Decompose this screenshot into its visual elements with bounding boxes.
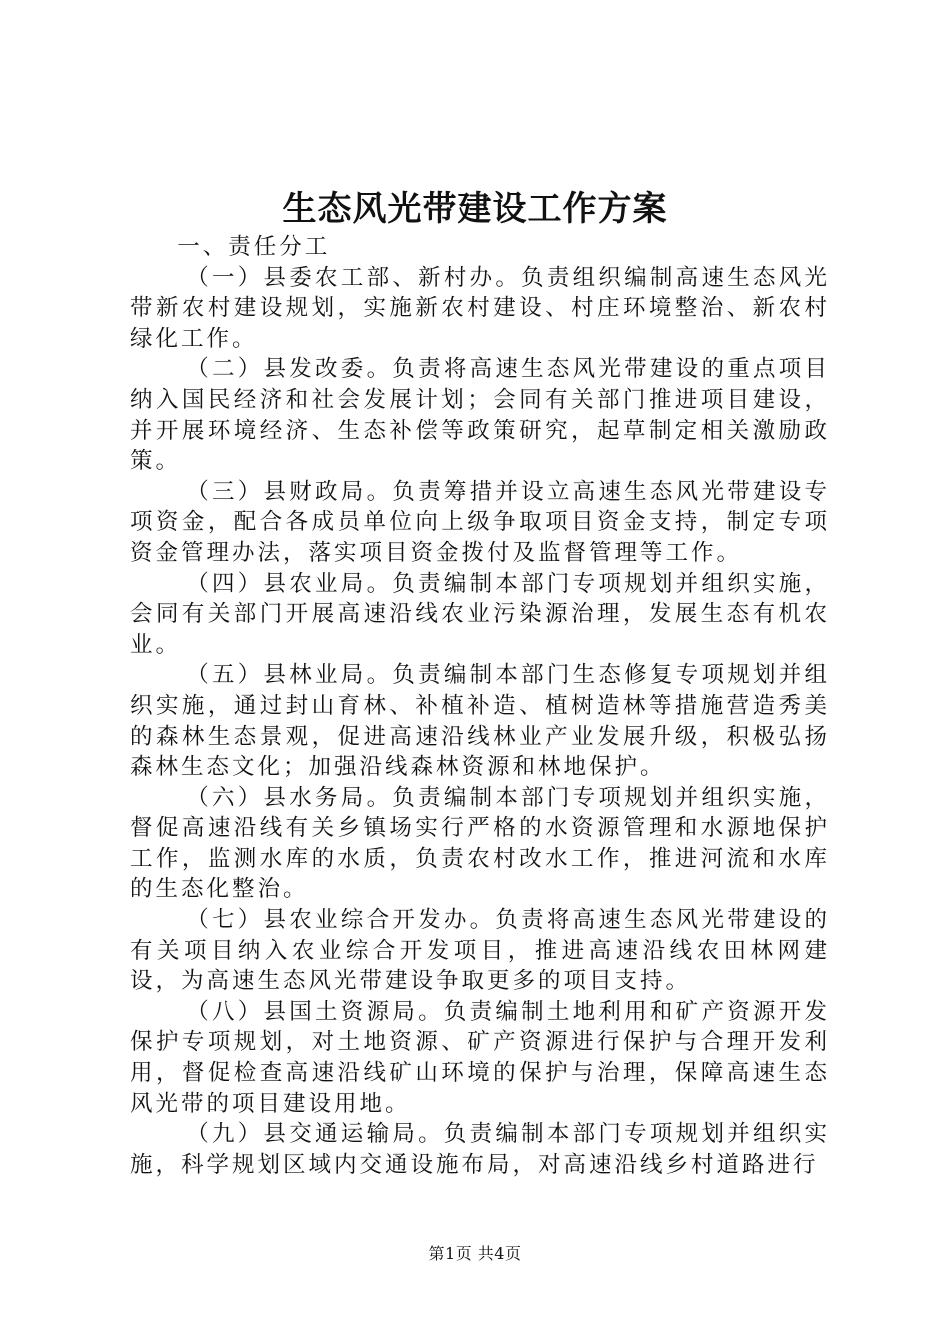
paragraph-8: （八）县国土资源局。负责编制土地利用和矿产资源开发保护专项规划，对土地资源、矿产资源进行保护与合理开发利用，督促检查高速沿线矿山环境的保护与治理，保障高速生态风光带的项目建设用地。 [130, 998, 830, 1117]
paragraph-2: （二）县发改委。负责将高速生态风光带建设的重点项目纳入国民经济和社会发展计划；会同有关部门推进项目建设，并开展环境经济、生态补偿等政策研究，起草制定相关激励政策。 [130, 356, 830, 475]
page-footer: 第1页 共4页 [428, 1244, 522, 1263]
document-title: 生态风光带建设工作方案 [282, 189, 668, 229]
section-heading: 一、责任分工 [177, 234, 331, 260]
paragraph-6: （六）县水务局。负责编制本部门专项规划并组织实施，督促高速沿线有关乡镇场实行严格的水资源管理和水源地保护工作，监测水库的水质，负责农村改水工作，推进河流和水库的生态化整治。 [130, 784, 830, 903]
paragraph-9: （九）县交通运输局。负责编制本部门专项规划并组织实施，科学规划区域内交通设施布局，对高速沿线乡村道路进行 [130, 1121, 830, 1178]
document-body [130, 232, 830, 1180]
paragraph-5: （五）县林业局。负责编制本部门生态修复专项规划并组织实施，通过封山育林、补植补造、植树造林等措施营造秀美的森林生态景观，促进高速沿线林业产业发展升级，积极弘扬森林生态文化；加强沿线森林资源和林地保护。 [130, 662, 830, 781]
paragraph-3: （三）县财政局。负责筹措并设立高速生态风光带建设专项资金，配合各成员单位向上级争取项目资金支持，制定专项资金管理办法，落实项目资金拨付及监督管理等工作。 [130, 478, 830, 566]
paragraph-1: （一）县委农工部、新村办。负责组织编制高速生态风光带新农村建设规划，实施新农村建设、村庄环境整治、新农村绿化工作。 [130, 264, 830, 352]
paragraph-7: （七）县农业综合开发办。负责将高速生态风光带建设的有关项目纳入农业综合开发项目，推进高速沿线农田林网建设，为高速生态风光带建设争取更多的项目支持。 [130, 907, 830, 995]
paragraph-4: （四）县农业局。负责编制本部门专项规划并组织实施，会同有关部门开展高速沿线农业污染源治理，发展生态有机农业。 [130, 570, 830, 658]
